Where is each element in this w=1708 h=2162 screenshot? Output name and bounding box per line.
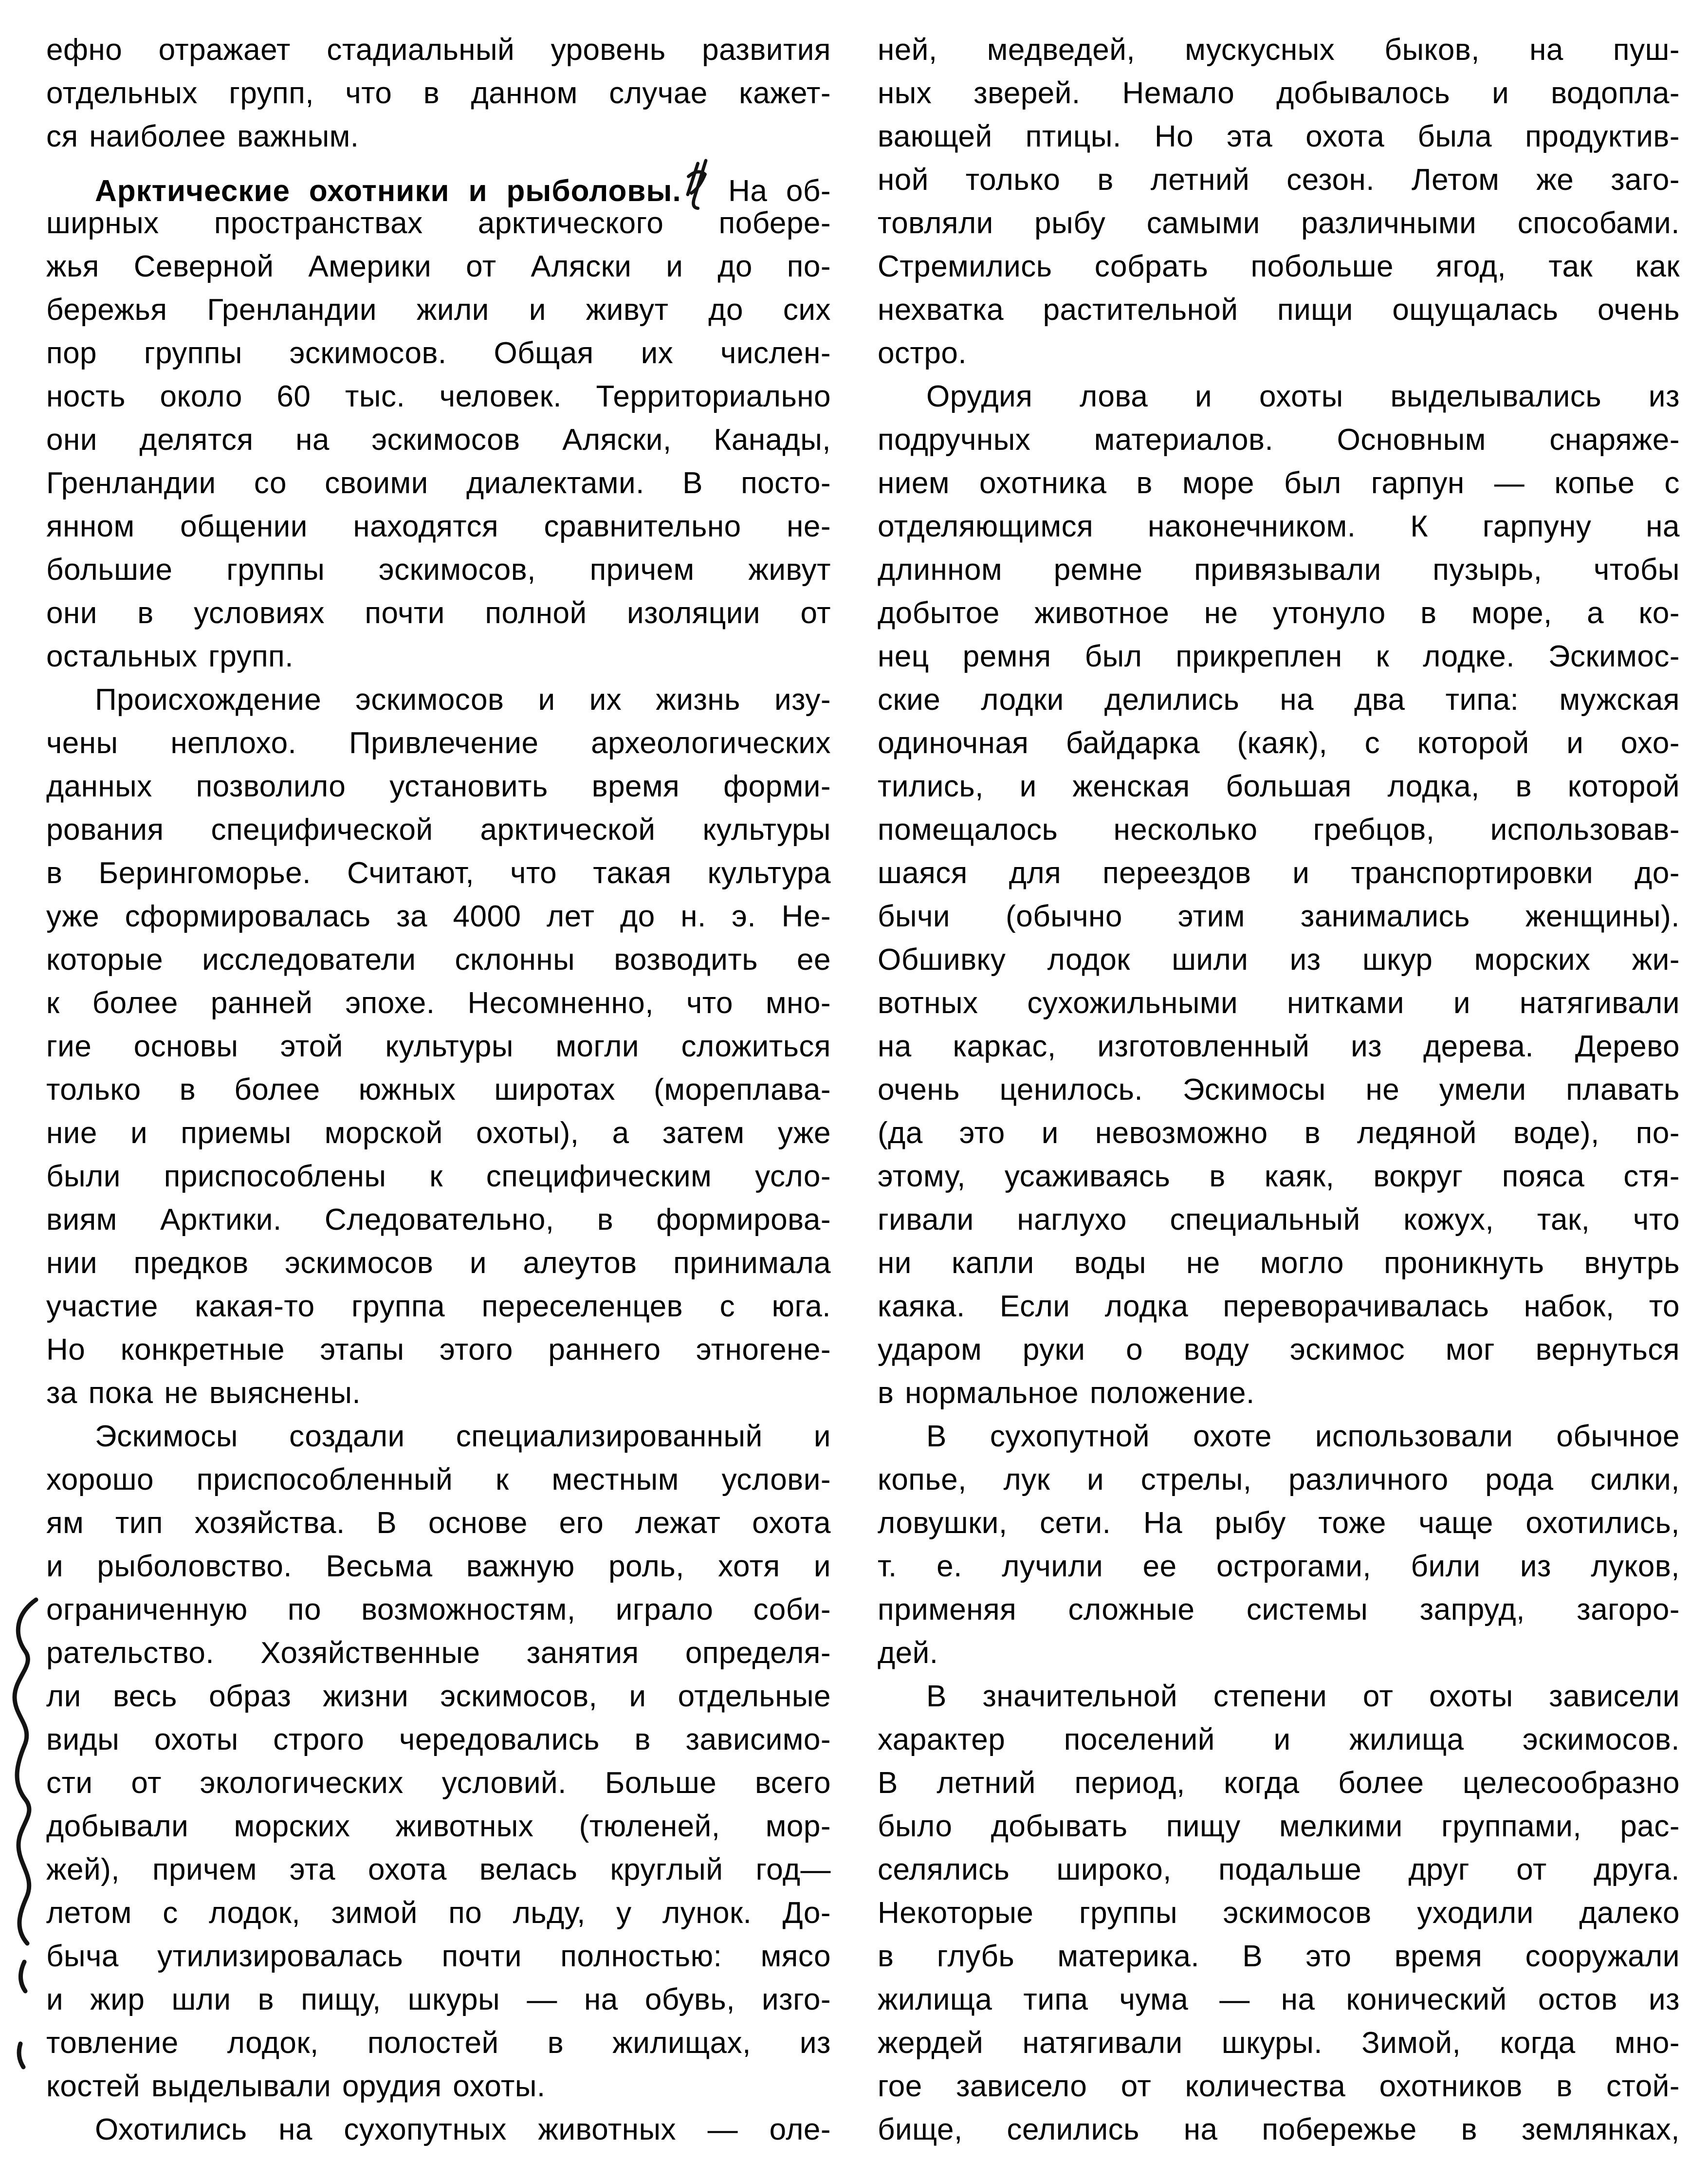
text-line	[878, 765, 1680, 808]
text-run: костей выделывали орудия охоты.	[46, 2070, 546, 2103]
text-run: ность около 60 тыс. человек. Территориально	[46, 380, 831, 413]
text-line	[46, 1675, 831, 1718]
text-line	[46, 202, 831, 245]
text-line	[878, 375, 1680, 418]
text-line	[878, 1198, 1680, 1241]
text-line	[878, 418, 1680, 462]
text-line	[46, 1545, 831, 1588]
text-run: ных зверей. Немало добывалось и водопла-	[878, 76, 1680, 110]
text-run: остро.	[878, 336, 967, 370]
text-line	[878, 505, 1680, 548]
text-line	[46, 418, 831, 462]
text-line	[878, 851, 1680, 895]
text-run: в глубь материка. В это время сооружали	[878, 1940, 1680, 1973]
text-line	[46, 288, 831, 332]
text-run: В летний период, когда более целесообразно	[878, 1766, 1680, 1800]
text-run: нии предков эскимосов и алеутов принимала	[46, 1246, 831, 1280]
text-line	[878, 1718, 1680, 1761]
text-run: отдельных групп, что в данном случае кажет-	[46, 76, 831, 110]
text-line	[46, 28, 831, 72]
text-line	[46, 2108, 831, 2151]
text-line	[46, 1805, 831, 1848]
text-line	[46, 1935, 831, 1978]
text-line	[46, 1328, 831, 1371]
text-line	[878, 158, 1680, 202]
text-line	[46, 591, 831, 635]
text-line	[46, 1588, 831, 1631]
text-run: уже сформировалась за 4000 лет до н. э. Не-	[46, 900, 831, 933]
text-run: в нормальное положение.	[878, 1376, 1255, 1410]
text-line	[878, 1978, 1680, 2021]
text-run: остальных групп.	[46, 640, 294, 673]
text-run: На об-	[709, 174, 831, 208]
text-run: ней, медведей, мускусных быков, на пуш-	[878, 33, 1680, 67]
text-run: Эскимосы создали специализированный и	[95, 1420, 831, 1453]
text-run: жья Северной Америки от Аляски и до по-	[46, 250, 831, 283]
text-line	[46, 72, 831, 115]
text-line	[878, 72, 1680, 115]
text-run: характер поселений и жилища эскимосов.	[878, 1723, 1680, 1756]
text-line	[46, 1371, 831, 1415]
text-run: копье, лук и стрелы, различного рода силки,	[878, 1463, 1680, 1497]
text-run: ние и приемы морской охоты), а затем уже	[46, 1116, 831, 1150]
text-run: которые исследователи склонны возводить ее	[46, 943, 831, 977]
text-run: добывали морских животных (тюленей, мор-	[46, 1810, 831, 1843]
text-run: длинном ремне привязывали пузырь, чтобы	[878, 553, 1680, 587]
text-run: ловушки, сети. На рыбу тоже чаще охотились,	[878, 1506, 1680, 1540]
text-line	[46, 1155, 831, 1198]
text-line	[878, 245, 1680, 288]
text-line	[46, 981, 831, 1025]
text-line	[46, 1198, 831, 1241]
text-line	[46, 1891, 831, 1935]
text-line	[46, 332, 831, 375]
text-line	[878, 938, 1680, 981]
text-line	[46, 765, 831, 808]
text-run: гие основы этой культуры могли сложиться	[46, 1030, 831, 1063]
text-run: на каркас, изготовленный из дерева. Дерево	[878, 1030, 1680, 1063]
text-line	[878, 1545, 1680, 1588]
text-run: янном общении находятся сравнительно не-	[46, 510, 831, 543]
section-heading: Арктические охотники и рыболовы.	[95, 174, 681, 208]
text-line	[46, 1978, 831, 2021]
text-run: к более ранней эпохе. Несомненно, что мно-	[46, 986, 831, 1020]
text-line	[878, 1935, 1680, 1978]
text-run: летом с лодок, зимой по льду, у лунок. До-	[46, 1896, 831, 1930]
text-run: ли весь образ жизни эскимосов, и отдельные	[46, 1680, 831, 1713]
text-run: чены неплохо. Привлечение археологических	[46, 726, 831, 760]
text-line	[878, 1588, 1680, 1631]
text-run: нехватка растительной пищи ощущалась очень	[878, 293, 1680, 327]
text-line	[46, 2021, 831, 2065]
text-run: подручных материалов. Основным снаряже-	[878, 423, 1680, 457]
text-line	[46, 938, 831, 981]
text-run: В значительной степени от охоты зависели	[926, 1680, 1680, 1713]
text-line	[46, 548, 831, 591]
text-line	[46, 158, 831, 208]
text-line	[46, 1848, 831, 1891]
text-line	[878, 1111, 1680, 1155]
text-line	[878, 591, 1680, 635]
text-line	[878, 115, 1680, 158]
text-line	[878, 808, 1680, 851]
text-run: участие какая-то группа переселенцев с юга.	[46, 1290, 831, 1323]
text-run: только в более южных широтах (мореплава-	[46, 1073, 831, 1107]
text-line	[46, 115, 831, 158]
text-run: применяя сложные системы запруд, загоро-	[878, 1593, 1680, 1626]
text-run: селялись широко, подальше друг от друга.	[878, 1853, 1680, 1886]
text-run: Обшивку лодок шили из шкур морских жи-	[878, 943, 1680, 977]
text-line	[878, 1761, 1680, 1805]
text-line	[878, 1675, 1680, 1718]
text-run: и рыболовство. Весьма важную роль, хотя и	[46, 1550, 831, 1583]
text-line	[878, 1891, 1680, 1935]
text-run: ни капли воды не могло проникнуть внутрь	[878, 1246, 1680, 1280]
text-run: вотных сухожильными нитками и натягивали	[878, 986, 1680, 1020]
text-run: Гренландии со своими диалектами. В посто-	[46, 466, 831, 500]
text-run: ной только в летний сезон. Летом же заго-	[878, 163, 1680, 197]
text-run: виям Арктики. Следовательно, в формирова-	[46, 1203, 831, 1237]
text-run: хорошо приспособленный к местным услови-	[46, 1463, 831, 1497]
text-line	[878, 332, 1680, 375]
text-line	[878, 721, 1680, 765]
text-line	[878, 895, 1680, 938]
text-line	[46, 1241, 831, 1285]
text-run: помещалось несколько гребцов, использовав-	[878, 813, 1680, 847]
text-run: добытое животное не утонуло в море, а ко-	[878, 596, 1680, 630]
text-line	[878, 1025, 1680, 1068]
text-run: каяка. Если лодка переворачивалась набок, то	[878, 1290, 1680, 1323]
text-line	[46, 721, 831, 765]
text-line	[878, 1155, 1680, 1198]
text-run: они делятся на эскимосов Аляски, Канады,	[46, 423, 831, 457]
text-line	[46, 505, 831, 548]
text-line	[878, 548, 1680, 591]
text-line	[46, 1415, 831, 1458]
text-run: дей.	[878, 1636, 938, 1670]
text-run: т. е. лучили ее острогами, били из луков,	[878, 1550, 1680, 1583]
text-run: товляли рыбу самыми различными способами.	[878, 206, 1680, 240]
text-run: и жир шли в пищу, шкуры — на обувь, изго-	[46, 1983, 831, 2016]
text-run: жей), причем эта охота велась круглый год—	[46, 1853, 831, 1886]
text-run: тились, и женская большая лодка, в которой	[878, 770, 1680, 803]
text-run: данных позволило установить время форми-	[46, 770, 831, 803]
text-run: ширных пространствах арктического побере-	[46, 206, 831, 240]
text-line	[46, 1631, 831, 1675]
text-line	[878, 2065, 1680, 2108]
text-line	[46, 808, 831, 851]
text-run: рательство. Хозяйственные занятия определя-	[46, 1636, 831, 1670]
text-line	[46, 1718, 831, 1761]
text-line	[878, 2021, 1680, 2065]
text-line	[878, 28, 1680, 72]
text-line	[46, 635, 831, 678]
text-run: ударом руки о воду эскимос мог вернуться	[878, 1333, 1680, 1367]
text-run: ся наиболее важным.	[46, 120, 359, 153]
text-run: ям тип хозяйства. В основе его лежат охота	[46, 1506, 831, 1540]
text-run: они в условиях почти полной изоляции от	[46, 596, 831, 630]
text-run: ские лодки делились на два типа: мужская	[878, 683, 1680, 717]
right-text-column	[878, 28, 1680, 2151]
text-line	[46, 375, 831, 418]
text-run: бережья Гренландии жили и живут до сих	[46, 293, 831, 327]
text-line	[878, 1241, 1680, 1285]
text-run: были приспособлены к специфическим усло-	[46, 1160, 831, 1193]
text-line	[46, 1501, 831, 1545]
text-run: жилища типа чума — на конический остов из	[878, 1983, 1680, 2016]
text-run: Охотились на сухопутных животных — оле-	[95, 2113, 831, 2146]
text-run: отделяющимся наконечником. К гарпуну на	[878, 510, 1680, 543]
text-line	[46, 462, 831, 505]
text-run: было добывать пищу мелкими группами, рас-	[878, 1810, 1680, 1843]
text-run: товление лодок, полостей в жилищах, из	[46, 2026, 831, 2060]
text-run: Но конкретные этапы этого раннего этногене-	[46, 1333, 831, 1367]
text-line	[878, 678, 1680, 721]
text-line	[878, 981, 1680, 1025]
left-text-column	[46, 28, 831, 2151]
text-line	[46, 678, 831, 721]
text-run: этому, усаживаясь в каяк, вокруг пояса стя-	[878, 1160, 1680, 1193]
text-run: Стремились собрать побольше ягод, так как	[878, 250, 1680, 283]
text-run: очень ценилось. Эскимосы не умели плавать	[878, 1073, 1680, 1107]
text-line	[46, 1068, 831, 1111]
text-line	[46, 851, 831, 895]
text-run: сти от экологических условий. Больше всего	[46, 1766, 831, 1800]
text-run: ефно отражает стадиальный уровень развития	[46, 33, 831, 67]
text-run: вающей птицы. Но эта охота была продуктив-	[878, 120, 1680, 153]
text-run: виды охоты строго чередовались в зависимо-	[46, 1723, 831, 1756]
text-line	[878, 1371, 1680, 1415]
text-run: Происхождение эскимосов и их жизнь изу-	[95, 683, 831, 717]
text-line	[46, 245, 831, 288]
text-run: жердей натягивали шкуры. Зимой, когда мно-	[878, 2026, 1680, 2060]
text-line	[878, 1848, 1680, 1891]
text-line	[878, 1501, 1680, 1545]
text-run: гое зависело от количества охотников в стой-	[878, 2070, 1680, 2103]
text-line	[878, 1805, 1680, 1848]
text-run: рования специфической арктической культуры	[46, 813, 831, 847]
text-run: быча утилизировалась почти полностью: мясо	[46, 1940, 831, 1973]
text-run: пор группы эскимосов. Общая их числен-	[46, 336, 831, 370]
text-run: Орудия лова и охоты выделывались из	[926, 380, 1680, 413]
text-line	[46, 1111, 831, 1155]
text-run: шаяся для переездов и транспортировки до-	[878, 856, 1680, 890]
text-line	[878, 1068, 1680, 1111]
text-line	[878, 202, 1680, 245]
text-line	[46, 2065, 831, 2108]
text-line	[878, 1415, 1680, 1458]
text-line	[878, 635, 1680, 678]
text-line	[46, 1458, 831, 1501]
text-line	[878, 2108, 1680, 2151]
text-run: одиночная байдарка (каяк), с которой и охо-	[878, 726, 1680, 760]
text-line	[46, 1285, 831, 1328]
text-line	[878, 1285, 1680, 1328]
text-run: (да это и невозможно в ледяной воде), по-	[878, 1116, 1680, 1150]
text-run: бычи (обычно этим занимались женщины).	[878, 900, 1680, 933]
text-line	[878, 1631, 1680, 1675]
text-run: нием охотника в море был гарпун — копье с	[878, 466, 1680, 500]
text-run: большие группы эскимосов, причем живут	[46, 553, 831, 587]
text-line	[878, 1328, 1680, 1371]
text-line	[878, 1458, 1680, 1501]
text-run: ограниченную по возможностям, играло соби-	[46, 1593, 831, 1626]
text-run: нец ремня был прикреплен к лодке. Эскимос-	[878, 640, 1680, 673]
text-run: В сухопутной охоте использовали обычное	[926, 1420, 1680, 1453]
text-line	[46, 1761, 831, 1805]
text-line	[878, 288, 1680, 332]
text-line	[46, 895, 831, 938]
text-run: за пока не выяснены.	[46, 1376, 361, 1410]
text-run: гивали наглухо специальный кожух, так, что	[878, 1203, 1680, 1237]
text-run: бище, селились на побережье в землянках,	[878, 2113, 1680, 2146]
text-run: Некоторые группы эскимосов уходили далеко	[878, 1896, 1680, 1930]
text-run: в Берингоморье. Считают, что такая культура	[46, 856, 831, 890]
text-line	[878, 462, 1680, 505]
text-line	[46, 1025, 831, 1068]
